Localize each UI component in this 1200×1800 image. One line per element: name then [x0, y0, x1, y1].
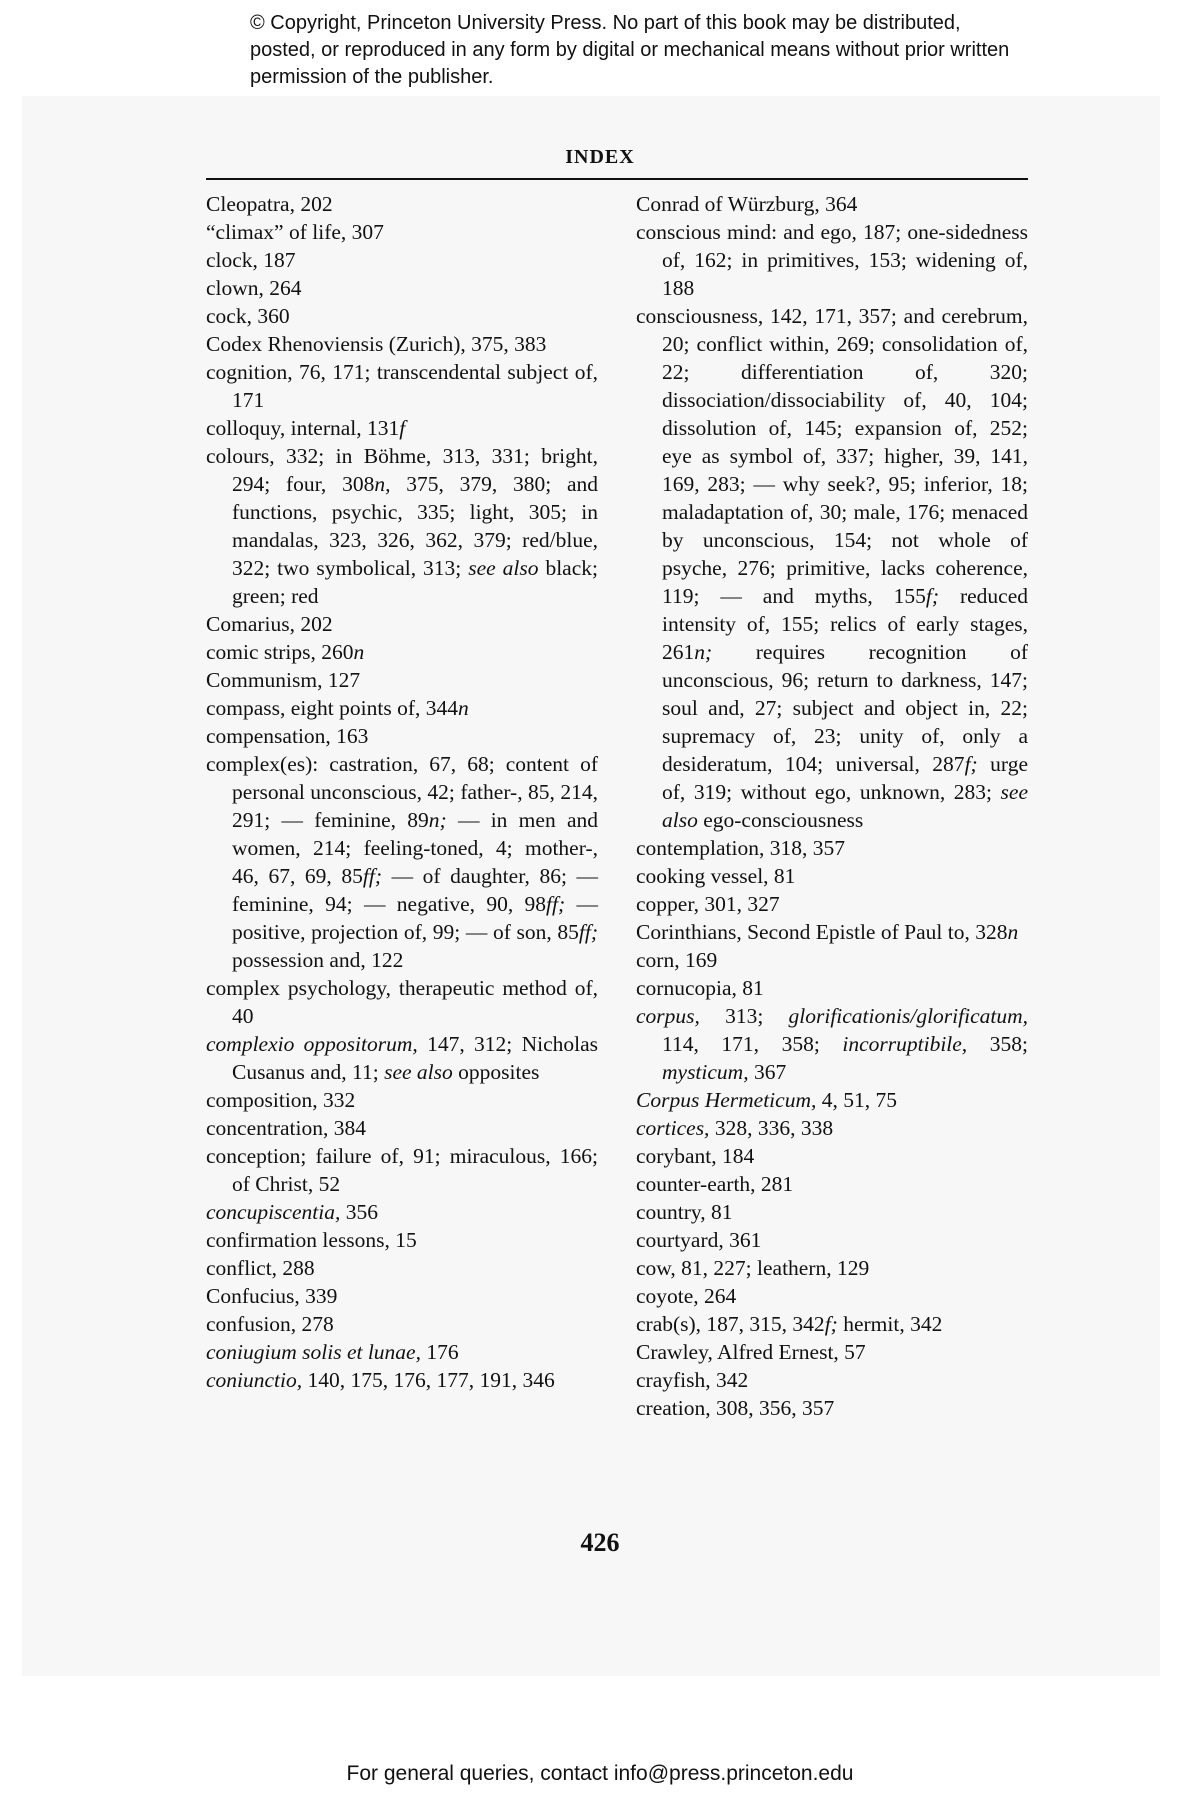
index-entry-italic-text: ff;: [362, 864, 382, 888]
index-entry-italic-text: ff;: [578, 920, 598, 944]
index-entry: [206, 1366, 598, 1394]
index-entry: [636, 1198, 1028, 1226]
index-entry: [206, 1254, 598, 1282]
index-entry-text: — of daughter, 86; — feminine, 94; — negative, 90, 98: [232, 864, 599, 916]
index-entry: [636, 1002, 1028, 1086]
index-entry-text: conflict, 288: [206, 1256, 315, 1280]
index-column-left: [206, 190, 598, 1394]
index-entry-text: clock, 187: [206, 248, 296, 272]
index-entry-text: creation, 308, 356, 357: [636, 1396, 835, 1420]
index-entry-text: “climax” of life, 307: [206, 220, 384, 244]
index-entry: [206, 190, 598, 218]
index-entry-text: confirmation lessons, 15: [206, 1228, 417, 1252]
index-entry-text: 140, 175, 176, 177, 191, 346: [302, 1368, 555, 1392]
index-entry: [636, 1310, 1028, 1338]
index-entry: [206, 330, 598, 358]
index-entry: [206, 1282, 598, 1310]
index-entry-text: possession and, 122: [232, 948, 404, 972]
index-entry: [206, 1198, 598, 1226]
index-entry-text: contemplation, 318, 357: [636, 836, 845, 860]
index-entry: [636, 1394, 1028, 1422]
index-entry-text: conception; failure of, 91; miraculous, 166; of Christ, 52: [206, 1144, 598, 1196]
index-entry-text: confusion, 278: [206, 1312, 334, 1336]
index-entry-text: Communism, 127: [206, 668, 361, 692]
index-entry-text: compensation, 163: [206, 724, 369, 748]
index-entry-italic-text: n: [458, 696, 469, 720]
index-entry-text: concentration, 384: [206, 1116, 367, 1140]
index-entry-text: counter-earth, 281: [636, 1172, 794, 1196]
index-entry: [636, 1114, 1028, 1142]
index-entry-text: colloquy, internal, 131: [206, 416, 400, 440]
index-entry: [206, 974, 598, 1030]
index-entry-text: country, 81: [636, 1200, 733, 1224]
index-entry-text: Confucius, 339: [206, 1284, 338, 1308]
index-entry-text: — positive, projection of, 99; — of son, 85: [232, 892, 598, 944]
index-entry: [636, 1086, 1028, 1114]
index-entry-text: complex(es): castration, 67, 68; content of personal unconscious, 42; father-, 85, 214, 291; — feminine, 89: [206, 752, 598, 832]
index-entry-text: comic strips, 260: [206, 640, 354, 664]
index-entry-italic-text: n,: [374, 472, 391, 496]
index-entry: [636, 1170, 1028, 1198]
index-entry-text: complex psychology, therapeutic method of, 40: [206, 976, 598, 1028]
index-entry-italic-text: Corpus Hermeticum,: [636, 1088, 817, 1112]
index-entry-text: crab(s), 187, 315, 342: [636, 1312, 825, 1336]
index-entry: [636, 1366, 1028, 1394]
index-entry: [206, 274, 598, 302]
index-entry: [206, 1086, 598, 1114]
index-entry: [636, 1338, 1028, 1366]
index-entry-text: reduced intensity of, 155; relics of early stages, 261: [662, 584, 1028, 664]
index-entry-text: cock, 360: [206, 304, 290, 328]
index-entry-italic-text: f;: [964, 752, 978, 776]
index-entry-italic-text: f: [399, 416, 406, 440]
index-entry-italic-text: f;: [925, 584, 940, 608]
copyright-notice: © Copyright, Princeton University Press. No part of this book may be distributed, posted, or reproduced in any form by digital or mechanical means without prior written permission of the publisher.: [250, 12, 1010, 88]
index-entry-text: conscious mind: and ego, 187; one-sidedness of, 162; in primitives, 153; widening of, 188: [636, 220, 1028, 300]
index-entry: [206, 1142, 598, 1198]
index-entry-text: opposites: [452, 1060, 540, 1084]
index-entry-text: cooking vessel, 81: [636, 864, 796, 888]
index-entry: [206, 1114, 598, 1142]
index-entry-italic-text: coniugium solis et lunae,: [206, 1340, 421, 1364]
index-entry-text: black; green; red: [232, 556, 598, 608]
index-entry-text: courtyard, 361: [636, 1228, 762, 1252]
index-entry: [206, 694, 598, 722]
index-entry: [636, 190, 1028, 218]
index-entry-text: corn, 169: [636, 948, 718, 972]
index-entry: [636, 974, 1028, 1002]
index-entry: [206, 666, 598, 694]
index-entry: [206, 218, 598, 246]
index-entry-italic-text: glorificationis/glorificatum,: [788, 1004, 1028, 1028]
index-entry-italic-text: concupiscentia,: [206, 1200, 341, 1224]
index-entry: [206, 1226, 598, 1254]
index-entry-text: Comarius, 202: [206, 612, 333, 636]
index-entry-text: consciousness, 142, 171, 357; and cerebrum, 20; conflict within, 269; consolidation of, 22; differentiation of, 320; dissociation/dissociability of, 40, 104; dissolution of, 145; expansion of, 252; eye as symbol of, 337; higher, 39, 141, 169, 283; — why seek?, 95; inferior, 18; maladaptation of, 30; male, 176; menaced by unconscious, 154; not whole of psyche, 276; primitive, lacks coherence, 119; — and myths, 155: [636, 304, 1028, 608]
index-entry-text: copper, 301, 327: [636, 892, 780, 916]
index-entry: [206, 722, 598, 750]
index-entry-text: urge of, 319; without ego, unknown, 283;: [662, 752, 1028, 804]
index-entry-text: requires recognition of unconscious, 96; return to darkness, 147; soul and, 27; subject and object in, 22; supremacy of, 23; unity of, only a desideratum, 104; universal, 287: [662, 640, 1028, 776]
index-column-right: [636, 190, 1028, 1422]
index-entry: [636, 1282, 1028, 1310]
page-number: 426: [580, 1528, 620, 1557]
index-entry-text: 147, 312; Nicholas Cusanus and, 11;: [232, 1032, 599, 1084]
index-entry-text: 114, 171, 358;: [662, 1032, 843, 1056]
index-entry-text: 4, 51, 75: [816, 1088, 897, 1112]
index-entry-text: Crawley, Alfred Ernest, 57: [636, 1340, 866, 1364]
index-entry-text: 367: [748, 1060, 787, 1084]
index-entry-text: coyote, 264: [636, 1284, 737, 1308]
index-entry: [206, 750, 598, 974]
index-entry-text: Corinthians, Second Epistle of Paul to, 328: [636, 920, 1008, 944]
index-entry: [206, 610, 598, 638]
index-entry-italic-text: n: [353, 640, 365, 664]
index-entry: [206, 414, 598, 442]
index-entry-italic-text: cortices,: [636, 1116, 710, 1140]
index-entry-text: cornucopia, 81: [636, 976, 764, 1000]
index-entry: [206, 1030, 598, 1086]
index-entry-text: 328, 336, 338: [709, 1116, 834, 1140]
heading-rule: [206, 178, 1028, 180]
index-entry-text: Conrad of Würzburg, 364: [636, 192, 858, 216]
index-entry: [206, 246, 598, 274]
index-entry-text: cognition, 76, 171; transcendental subject of, 171: [206, 360, 598, 412]
index-entry-italic-text: see also: [468, 556, 539, 580]
index-entry-text: — in men and women, 214; feeling-toned, 4; mother-, 46, 67, 69, 85: [232, 808, 598, 888]
index-entry-text: crayfish, 342: [636, 1368, 749, 1392]
index-entry-text: compass, eight points of, 344: [206, 696, 459, 720]
index-entry: [206, 358, 598, 414]
index-entry: [206, 638, 598, 666]
index-entry-text: cow, 81, 227; leathern, 129: [636, 1256, 870, 1280]
index-entry: [636, 946, 1028, 974]
index-entry: [636, 1254, 1028, 1282]
index-entry: [636, 918, 1028, 946]
index-entry-italic-text: n: [1007, 920, 1019, 944]
index-entry-text: 358;: [967, 1032, 1028, 1056]
index-entry: [206, 1310, 598, 1338]
index-entry: [206, 1338, 598, 1366]
index-entry-text: hermit, 342: [837, 1312, 943, 1336]
index-entry-italic-text: n;: [694, 640, 713, 664]
index-entry-italic-text: corpus,: [636, 1004, 700, 1028]
index-entry-italic-text: mysticum,: [662, 1060, 749, 1084]
index-entry-italic-text: f;: [824, 1312, 838, 1336]
index-entry-text: colours, 332; in Böhme, 313, 331; bright, 294; four, 308: [206, 444, 598, 496]
contact-footer: For general queries, contact info@press.princeton.edu: [346, 1762, 854, 1785]
index-entry: [636, 1142, 1028, 1170]
index-entry-italic-text: n;: [428, 808, 447, 832]
index-entry-italic-text: coniunctio,: [206, 1368, 303, 1392]
index-entry-text: 375, 379, 380; and functions, psychic, 335; light, 305; in mandalas, 323, 326, 362, 379; red/blue, 322; two symbolical, 313;: [232, 472, 598, 580]
index-entry-italic-text: see also: [384, 1060, 453, 1084]
index-entry-text: clown, 264: [206, 276, 302, 300]
index-entry-text: ego-consciousness: [697, 808, 864, 832]
index-entry-text: 356: [340, 1200, 378, 1224]
index-entry: [636, 1226, 1028, 1254]
index-entry: [206, 442, 598, 610]
index-entry: [206, 302, 598, 330]
index-entry-text: 313;: [699, 1004, 789, 1028]
index-entry: [636, 890, 1028, 918]
index-entry-text: corybant, 184: [636, 1144, 755, 1168]
index-entry-text: Codex Rhenoviensis (Zurich), 375, 383: [206, 332, 547, 356]
index-entry-italic-text: ff;: [546, 892, 566, 916]
index-entry-italic-text: complexio oppositorum,: [206, 1032, 418, 1056]
index-entry-text: composition, 332: [206, 1088, 356, 1112]
index-entry: [636, 834, 1028, 862]
index-entry-text: 176: [420, 1340, 459, 1364]
index-entry-text: Cleopatra, 202: [206, 192, 333, 216]
index-entry: [636, 218, 1028, 302]
index-entry: [636, 862, 1028, 890]
index-entry: [636, 302, 1028, 834]
index-entry-italic-text: incorruptibile,: [842, 1032, 968, 1056]
index-entry-italic-text: see also: [662, 780, 1028, 832]
page-heading: INDEX: [565, 146, 635, 168]
